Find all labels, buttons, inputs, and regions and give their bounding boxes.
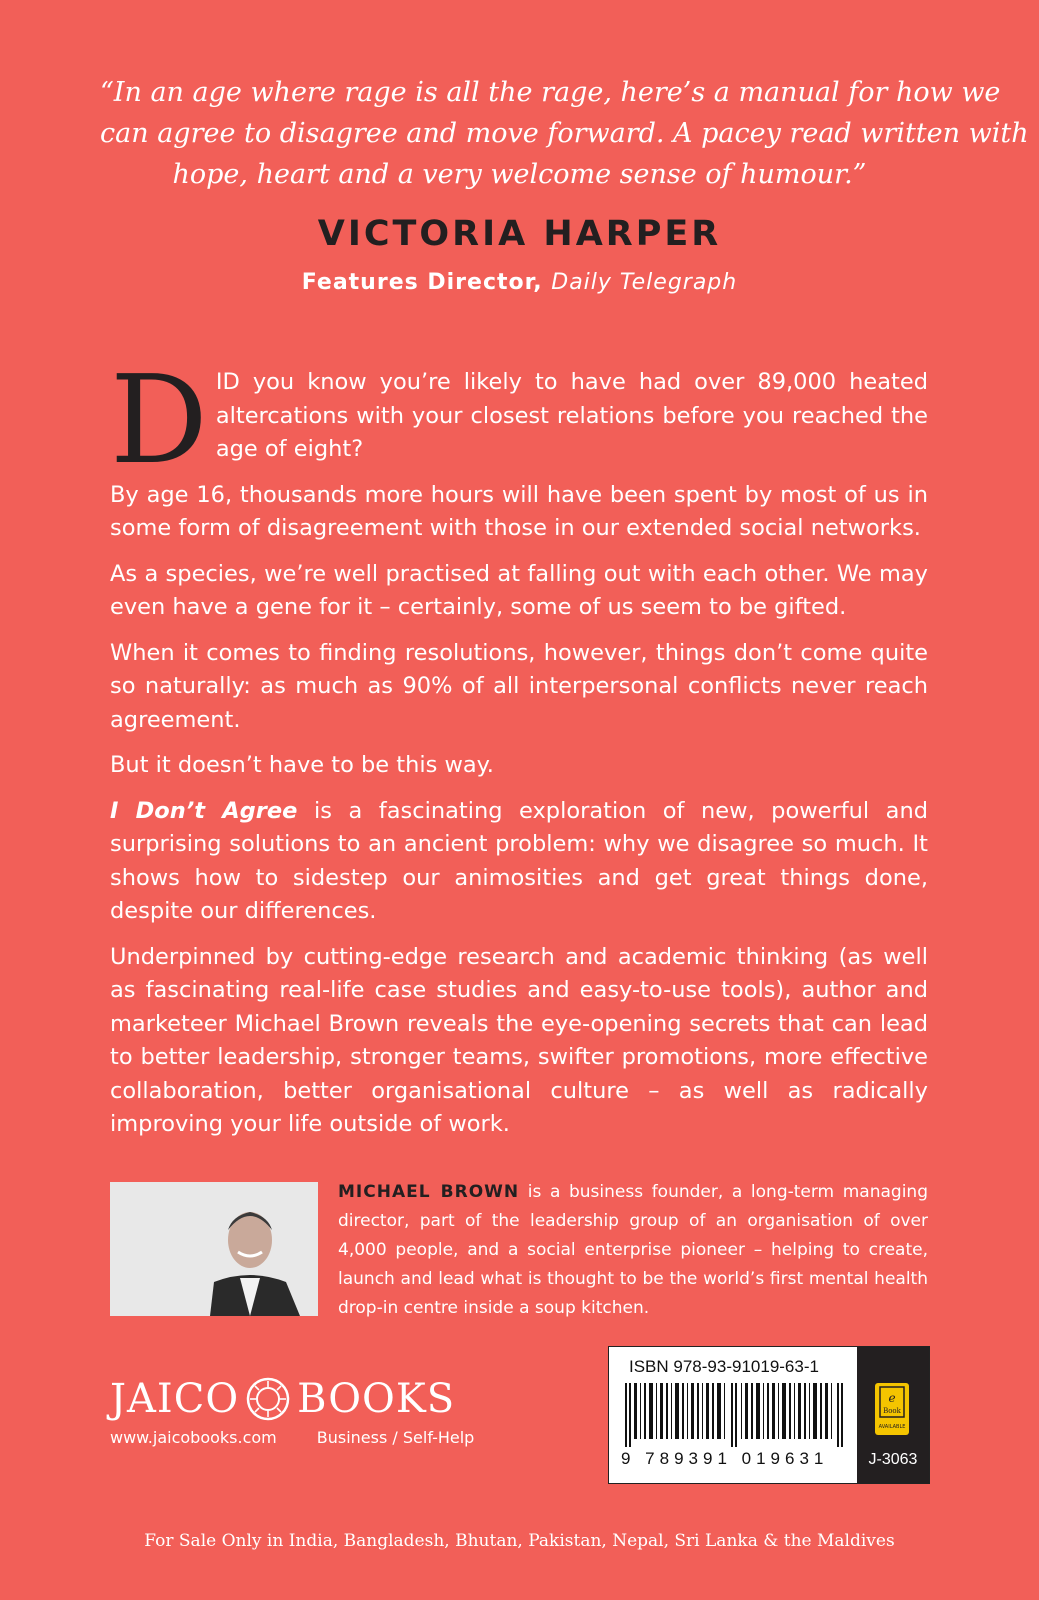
author-description: is a business founder, a long-term managing director, part of the leadership group of an organisation of over 4,000 people, and a social enterprise pioneer – helping to create, launch and lead what is thought to be the world’s first mental health drop-in centre inside a soup kitchen.: [338, 1182, 928, 1318]
ebook-word: Book: [883, 1407, 901, 1415]
endorsement-quote: [100, 72, 1029, 195]
ebook-available: AVAILABLE: [878, 1424, 906, 1430]
blurb-paragraph-2: By age 16, thousands more hours will have been spent by most of us in some form of disagreement with those in our extended social networks.: [110, 481, 928, 541]
blurb-paragraph-6: [110, 795, 928, 929]
ebook-icon: [875, 1383, 909, 1435]
paragraph-1-text: ID you know you’re likely to have had over 89,000 heated altercations with your closest relations before you reached the age of eight?: [215, 369, 928, 462]
isbn-number: ISBN 978-93-91019-63-1: [629, 1357, 819, 1376]
publisher-name-right: BOOKS: [297, 1376, 456, 1422]
paragraph-6-text: is a fascinating exploration of new, powerful and surprising solutions to an ancient problem: why we disagree so much. It shows how to sidestep our animosities and get great things done, despite our differences.: [110, 797, 929, 924]
ebook-available-badge: [875, 1383, 909, 1435]
author-name: MICHAEL BROWN: [338, 1182, 520, 1202]
endorser-title: Features Director,: [301, 270, 552, 295]
isbn-barcode: [608, 1346, 930, 1484]
barcode-digits: 9 789391 019631: [621, 1449, 829, 1468]
quote-line-1: “In an age where rage is all the rage, here’s a manual for how we: [100, 77, 1001, 108]
blurb-paragraph-3: As a species, we’re well practised at falling out with each other. We may even have a gene for it – certainly, some of us seem to be gifted.: [110, 560, 928, 620]
product-code: J-3063: [868, 1451, 918, 1468]
book-category: Business / Self-Help: [316, 1428, 475, 1447]
endorser-role: [0, 270, 1039, 295]
author-photo: [110, 1182, 318, 1316]
drop-cap: D: [110, 349, 208, 491]
sale-territory-notice: For Sale Only in India, Bangladesh, Bhutan, Pakistan, Nepal, Sri Lanka & the Maldives: [144, 1531, 895, 1551]
blurb-paragraph-1: [110, 349, 928, 491]
barcode-bars-icon: [621, 1383, 853, 1447]
endorser-publication: Daily Telegraph: [551, 270, 738, 295]
author-portrait-icon: [110, 1182, 318, 1316]
publisher-links: [110, 1428, 474, 1447]
jaico-sun-icon: [245, 1376, 291, 1422]
blurb: [110, 349, 929, 1154]
blurb-paragraph-7: Underpinned by cutting-edge research and academic thinking (as well as fascinating real-life case studies and easy-to-use tools), author and marketeer Michael Brown reveals the eye-opening secrets that can lead to better leadership, stronger teams, swifter promotions, more effective collaboration, better organisational culture – as well as radically improving your life outside of work.: [110, 943, 928, 1137]
ebook-letter: e: [888, 1391, 896, 1405]
publisher-logo: [110, 1376, 455, 1422]
book-title: I Don’t Agree: [110, 797, 298, 824]
endorser-name: VICTORIA HARPER: [317, 214, 722, 254]
quote-line-3: hope, heart and a very welcome sense of humour.”: [172, 159, 867, 190]
publisher-website: www.jaicobooks.com: [110, 1428, 277, 1447]
code-panel: [857, 1347, 929, 1483]
quote-line-2: can agree to disagree and move forward. A pacey read written with: [100, 118, 1029, 149]
publisher-name-left: JAICO: [110, 1376, 240, 1422]
blurb-paragraph-5: But it doesn’t have to be this way.: [110, 752, 494, 778]
blurb-paragraph-4: When it comes to finding resolutions, however, things don’t come quite so naturally: as much as 90% of all interpersonal conflicts never reach agreement.: [110, 639, 928, 733]
author-bio-text: [338, 1178, 928, 1323]
